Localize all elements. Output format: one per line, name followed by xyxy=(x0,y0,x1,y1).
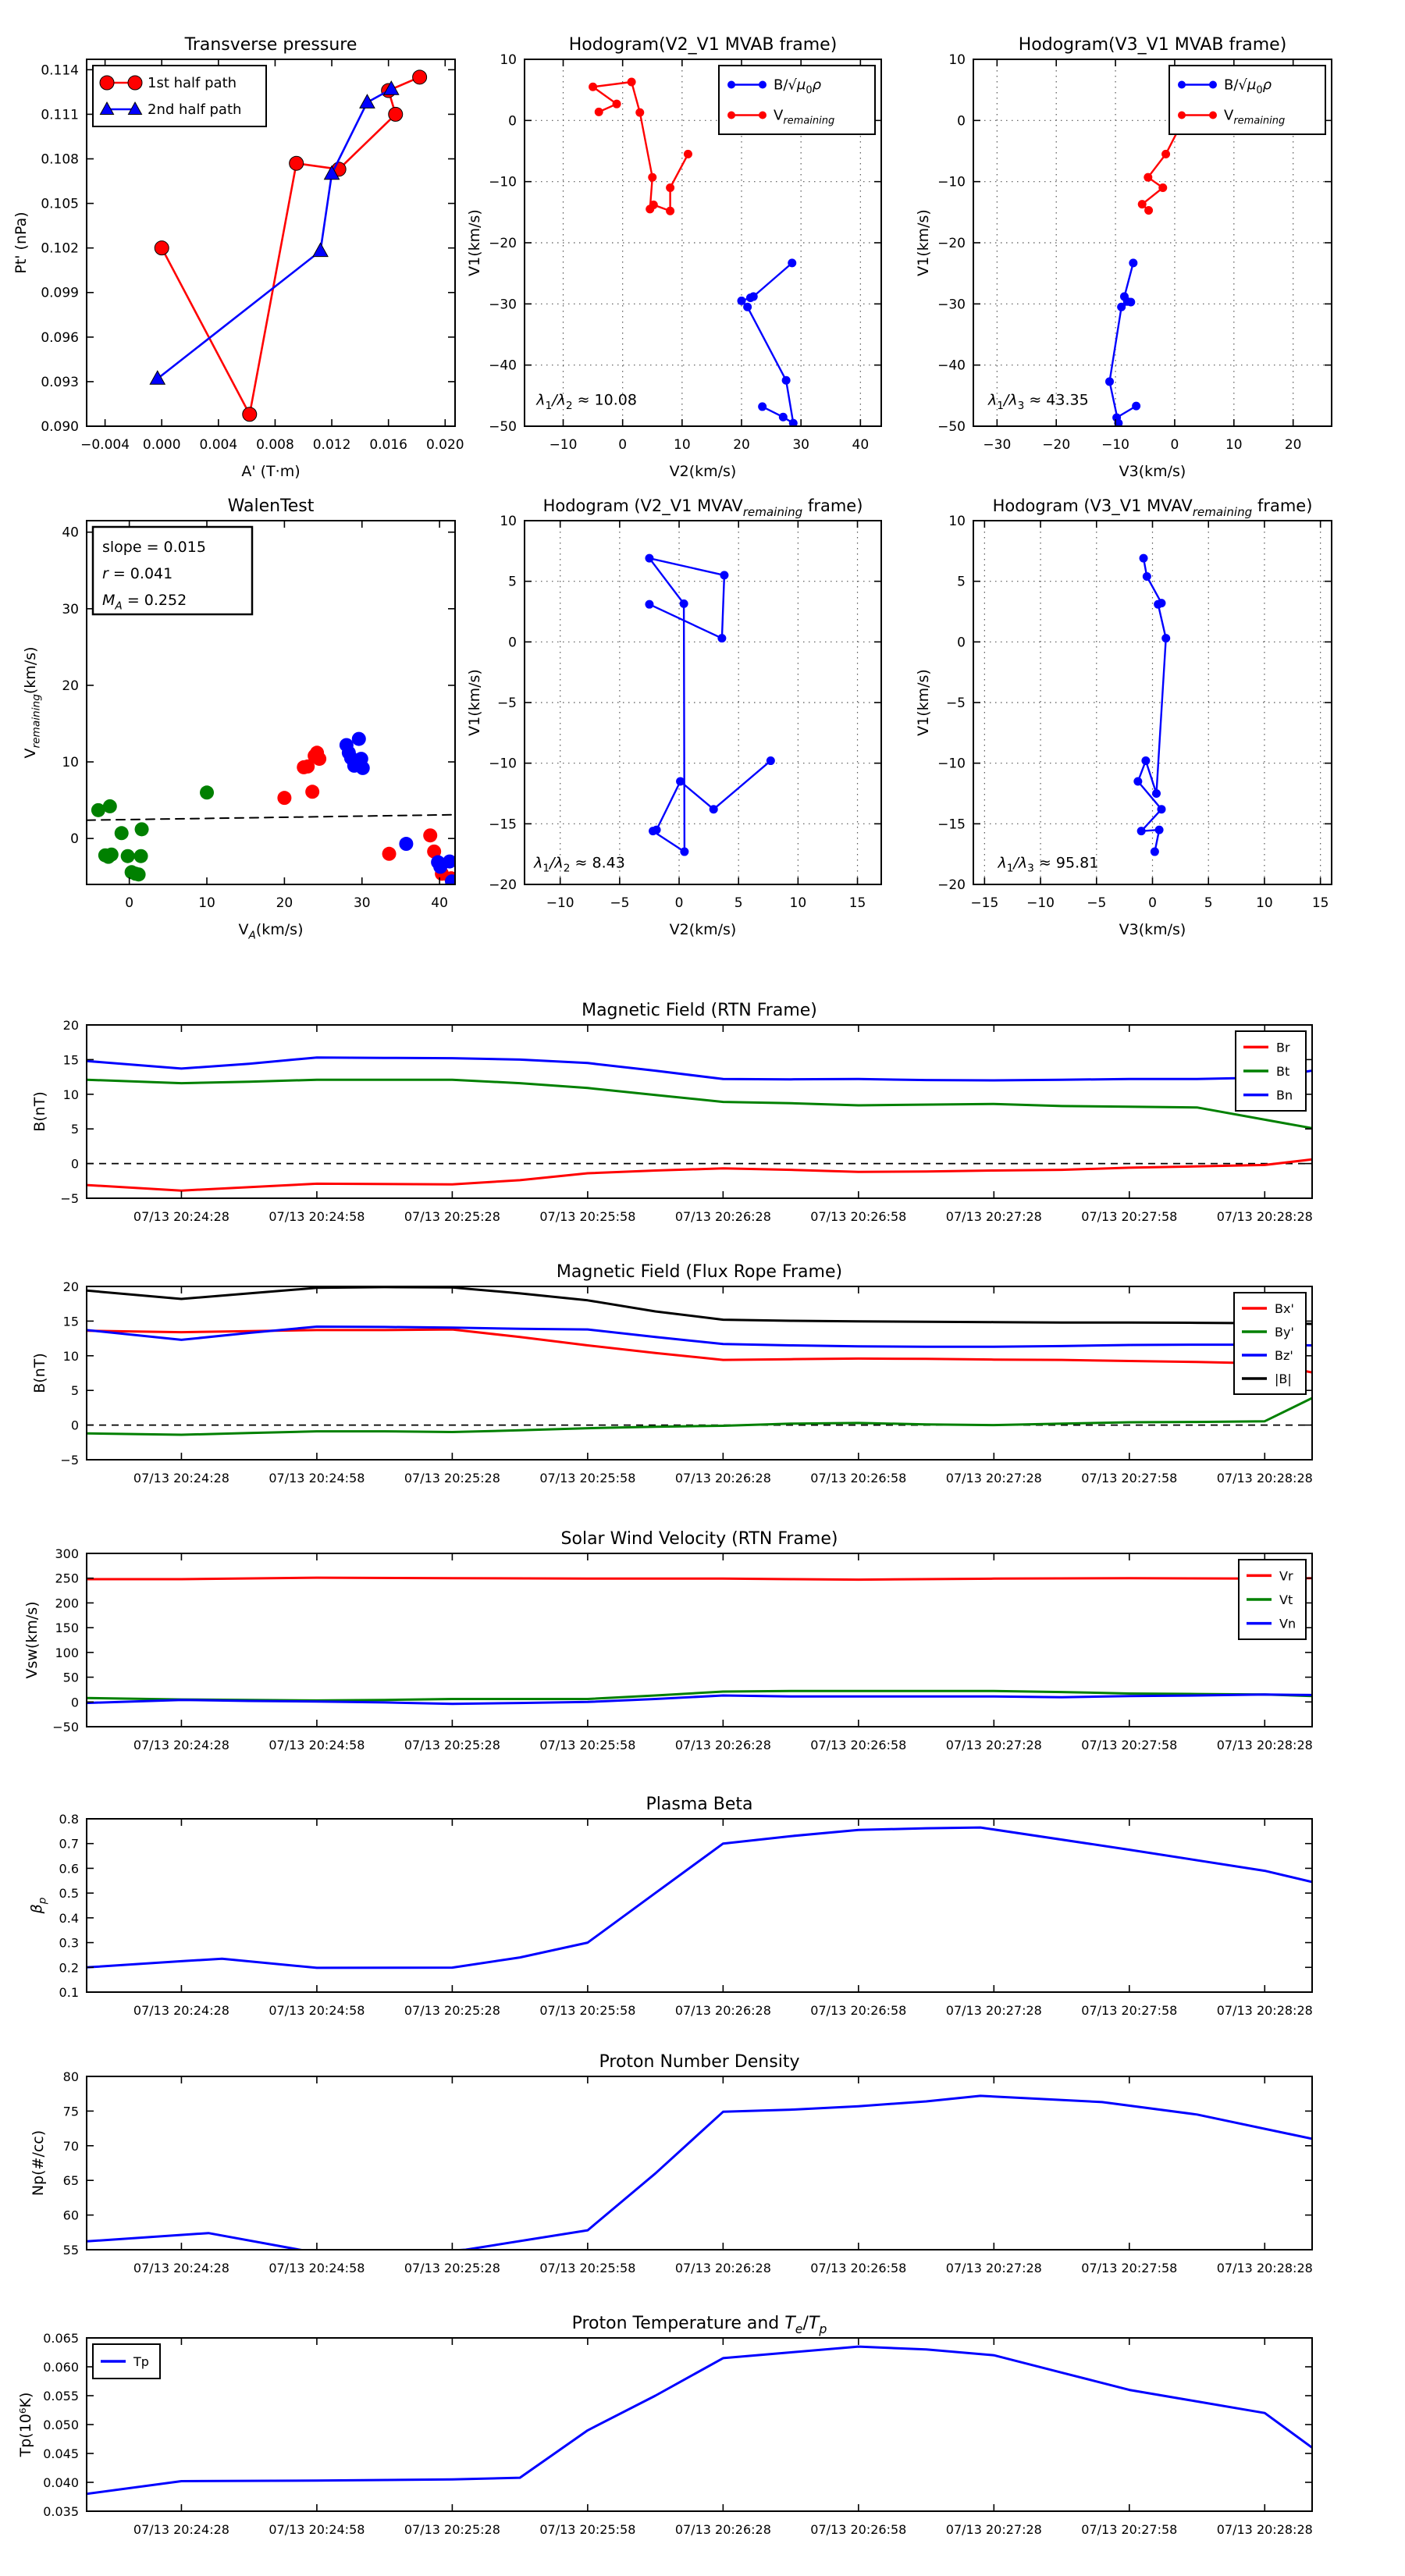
legend xyxy=(1169,66,1325,134)
y-tick-label: 0.7 xyxy=(59,1836,79,1852)
y-tick-label: 100 xyxy=(55,1645,79,1660)
y-tick-label: −40 xyxy=(489,358,517,374)
x-tick-label: 10 xyxy=(1225,437,1243,453)
x-tick-label: 07/13 20:24:58 xyxy=(269,1738,365,1752)
y-axis-label: Np(#/cc) xyxy=(30,2129,47,2197)
x-tick-label: 20 xyxy=(276,895,293,911)
x-tick-label: 07/13 20:27:28 xyxy=(945,2261,1042,2275)
legend-label: Bx' xyxy=(1275,1301,1294,1316)
y-tick-label: −20 xyxy=(937,877,966,893)
legend xyxy=(719,66,875,134)
y-axis-label: V1(km/s) xyxy=(915,209,932,276)
y-tick-label: −50 xyxy=(489,419,517,435)
x-tick-label: 0 xyxy=(1170,437,1179,453)
y-tick-label: 0.114 xyxy=(41,62,79,79)
y-tick-label: 5 xyxy=(70,1122,79,1137)
y-tick-label: 0.105 xyxy=(41,196,79,212)
x-tick-label: 07/13 20:27:28 xyxy=(945,1209,1042,1224)
x-tick-label: 07/13 20:27:28 xyxy=(945,2003,1042,2018)
y-axis-label: V1(km/s) xyxy=(466,669,483,736)
x-tick-label: 07/13 20:24:58 xyxy=(269,1471,365,1485)
x-tick-label: 07/13 20:26:58 xyxy=(810,2003,907,2018)
x-tick-label: −30 xyxy=(983,437,1012,453)
y-tick-label: 20 xyxy=(62,1279,79,1294)
y-tick-label: 75 xyxy=(62,2104,79,2119)
plot-title: Solar Wind Velocity (RTN Frame) xyxy=(560,1529,838,1549)
legend-label: Vt xyxy=(1279,1592,1293,1607)
x-tick-label: 07/13 20:24:28 xyxy=(133,1209,229,1224)
legend-label: |B| xyxy=(1275,1372,1292,1386)
legend-label: 1st half path xyxy=(148,75,237,91)
y-tick-label: −10 xyxy=(489,756,517,772)
x-tick-label: 07/13 20:24:58 xyxy=(269,2522,365,2537)
x-tick-label: 07/13 20:27:58 xyxy=(1081,2003,1178,2018)
y-tick-label: 10 xyxy=(62,755,79,771)
y-tick-label: 0.108 xyxy=(41,151,79,168)
y-tick-label: 0.3 xyxy=(59,1935,79,1951)
plot-magnetic-field-flux-rope xyxy=(31,1262,1313,1485)
y-tick-label: −30 xyxy=(489,297,517,313)
x-tick-label: 07/13 20:26:58 xyxy=(810,1738,907,1752)
y-tick-label: 0 xyxy=(957,113,966,130)
x-tick-label: 0 xyxy=(618,437,628,453)
x-tick-label: 07/13 20:26:58 xyxy=(810,1209,907,1224)
y-tick-label: 0.4 xyxy=(59,1910,79,1926)
plot-hodogram-v2v1-mvav xyxy=(466,496,881,938)
x-tick-label: 10 xyxy=(789,895,807,911)
y-tick-label: 5 xyxy=(70,1383,79,1399)
annotation-text: $\lambda_1/\lambda_3 \approx 43.35$ xyxy=(987,391,1089,412)
x-tick-label: −20 xyxy=(1042,437,1071,453)
x-tick-label: 07/13 20:24:28 xyxy=(133,1738,229,1752)
y-tick-label: 40 xyxy=(62,525,79,541)
x-tick-label: 07/13 20:25:58 xyxy=(539,2522,636,2537)
x-tick-label: 07/13 20:26:28 xyxy=(674,1209,771,1224)
legend-label: Bn xyxy=(1276,1087,1293,1103)
stats-line: slope = 0.015 xyxy=(102,539,206,556)
x-tick-label: 07/13 20:25:28 xyxy=(404,1738,500,1752)
y-tick-label: −15 xyxy=(937,817,966,833)
x-axis-label: V2(km/s) xyxy=(669,463,737,480)
x-tick-label: 07/13 20:25:28 xyxy=(404,2003,500,2018)
x-tick-label: 0.016 xyxy=(369,437,408,453)
stats-line: $M_A = 0.252$ xyxy=(102,592,187,613)
y-tick-label: 0.8 xyxy=(59,1812,79,1827)
x-tick-label: 07/13 20:26:28 xyxy=(674,1738,771,1752)
legend xyxy=(1239,1560,1306,1639)
x-tick-label: 40 xyxy=(431,895,448,911)
x-tick-label: 07/13 20:25:58 xyxy=(539,2003,636,2018)
y-tick-label: 0.060 xyxy=(43,2360,79,2375)
y-tick-label: 0 xyxy=(508,113,517,130)
x-tick-label: 07/13 20:24:28 xyxy=(133,2003,229,2018)
y-tick-label: 250 xyxy=(55,1571,79,1586)
y-tick-label: 0.050 xyxy=(43,2418,79,2432)
y-tick-label: 0.055 xyxy=(43,2389,79,2403)
y-tick-label: 5 xyxy=(508,574,517,590)
legend-label: $V_{remaining}$ xyxy=(1224,107,1286,127)
x-tick-label: 07/13 20:26:28 xyxy=(674,2522,771,2537)
y-tick-label: 65 xyxy=(62,2173,79,2189)
y-tick-label: 50 xyxy=(62,1670,79,1685)
legend-label: $B/√\mu_0\rho$ xyxy=(774,76,822,97)
legend xyxy=(1236,1031,1306,1111)
y-axis-label: $V_{remaining}(km/s)$ xyxy=(22,646,43,759)
plot-title: Plasma Beta xyxy=(646,1795,753,1814)
x-tick-label: 0.000 xyxy=(142,437,181,453)
y-tick-label: −50 xyxy=(937,419,966,435)
y-tick-label: −30 xyxy=(937,297,966,313)
legend-label: Br xyxy=(1276,1040,1290,1055)
y-axis-label: V1(km/s) xyxy=(915,669,932,736)
x-tick-label: 07/13 20:28:28 xyxy=(1216,2522,1313,2537)
legend-label: Tp xyxy=(133,2354,149,2369)
x-tick-label: 07/13 20:28:28 xyxy=(1216,2261,1313,2275)
plot-title: Hodogram(V2_V1 MVAB frame) xyxy=(568,35,838,55)
y-tick-label: 0.111 xyxy=(41,107,79,123)
annotation-text: $\lambda_1/\lambda_2 \approx 8.43$ xyxy=(534,854,625,875)
y-tick-label: 0.040 xyxy=(43,2475,79,2490)
x-tick-label: 15 xyxy=(848,895,866,911)
y-tick-label: 0 xyxy=(70,1418,79,1433)
x-tick-label: 5 xyxy=(1204,895,1213,911)
y-tick-label: −5 xyxy=(60,1453,79,1468)
y-tick-label: −40 xyxy=(937,358,966,374)
x-tick-label: −10 xyxy=(546,895,574,911)
x-tick-label: 07/13 20:28:28 xyxy=(1216,1738,1313,1752)
plot-title: Magnetic Field (RTN Frame) xyxy=(582,1001,817,1020)
y-tick-label: 0.102 xyxy=(41,240,79,257)
plot-title: Hodogram (V2_V1 $MVAV_{remaining}$ frame) xyxy=(542,496,863,519)
x-tick-label: 07/13 20:25:28 xyxy=(404,2522,500,2537)
y-tick-label: 0.096 xyxy=(41,329,79,346)
x-tick-label: 07/13 20:25:58 xyxy=(539,1738,636,1752)
y-tick-label: −20 xyxy=(937,236,966,251)
x-tick-label: 10 xyxy=(1256,895,1273,911)
y-tick-label: −10 xyxy=(937,174,966,190)
plot-walen-test xyxy=(22,496,459,941)
x-tick-label: 20 xyxy=(1284,437,1302,453)
y-tick-label: −10 xyxy=(937,756,966,772)
y-tick-label: 80 xyxy=(62,2069,79,2084)
x-tick-label: 07/13 20:24:58 xyxy=(269,2261,365,2275)
x-tick-label: 07/13 20:27:28 xyxy=(945,1471,1042,1485)
legend-label: By' xyxy=(1275,1325,1294,1340)
y-tick-label: 0.065 xyxy=(43,2331,79,2346)
x-axis-label: V3(km/s) xyxy=(1119,921,1186,938)
x-tick-label: −5 xyxy=(1087,895,1107,911)
y-tick-label: 150 xyxy=(55,1621,79,1636)
x-tick-label: 07/13 20:26:28 xyxy=(674,1471,771,1485)
legend xyxy=(93,66,266,126)
plot-proton-number-density xyxy=(30,2052,1313,2275)
y-tick-label: 0 xyxy=(70,1156,79,1172)
x-tick-label: 0 xyxy=(674,895,684,911)
y-tick-label: 0 xyxy=(70,831,79,848)
y-tick-label: 5 xyxy=(957,574,966,590)
y-tick-label: 60 xyxy=(62,2208,79,2223)
y-tick-label: 10 xyxy=(62,1348,79,1364)
x-tick-label: 07/13 20:27:58 xyxy=(1081,1209,1178,1224)
y-tick-label: 0.2 xyxy=(59,1960,79,1976)
plot-title: Magnetic Field (Flux Rope Frame) xyxy=(556,1262,843,1282)
x-tick-label: 07/13 20:28:28 xyxy=(1216,1471,1313,1485)
y-axis-label: B(nT) xyxy=(31,1353,48,1393)
y-tick-label: 55 xyxy=(62,2243,79,2258)
plot-title: WalenTest xyxy=(227,496,315,516)
plot-magnetic-field-rtn xyxy=(31,1001,1313,1224)
y-tick-label: 10 xyxy=(948,52,966,68)
y-tick-label: 20 xyxy=(62,1018,79,1033)
y-tick-label: 70 xyxy=(62,2138,79,2154)
x-axis-label: A' (T·m) xyxy=(241,463,301,480)
x-tick-label: 10 xyxy=(198,895,215,911)
y-tick-label: −20 xyxy=(489,236,517,251)
x-tick-label: 07/13 20:27:58 xyxy=(1081,2522,1178,2537)
plot-proton-temperature xyxy=(17,2314,1313,2537)
y-tick-label: 30 xyxy=(62,601,79,617)
y-tick-label: 0.1 xyxy=(59,1985,79,2000)
plot-title: Hodogram(V3_V1 MVAB frame) xyxy=(1018,35,1287,55)
x-tick-label: 30 xyxy=(353,895,371,911)
y-tick-label: 0.6 xyxy=(59,1861,79,1877)
y-tick-label: 20 xyxy=(62,678,79,694)
x-tick-label: 07/13 20:24:28 xyxy=(133,2522,229,2537)
x-tick-label: 0.004 xyxy=(199,437,238,453)
y-tick-label: 0.045 xyxy=(43,2446,79,2461)
x-tick-label: 07/13 20:25:58 xyxy=(539,1471,636,1485)
y-tick-label: −5 xyxy=(60,1191,79,1206)
y-axis-label: Vsw(km/s) xyxy=(23,1601,41,1679)
x-tick-label: 07/13 20:26:28 xyxy=(674,2261,771,2275)
x-tick-label: 40 xyxy=(852,437,870,453)
x-tick-label: 07/13 20:25:28 xyxy=(404,1209,500,1224)
x-tick-label: 07/13 20:28:28 xyxy=(1216,1209,1313,1224)
legend-label: Bt xyxy=(1276,1064,1290,1079)
y-axis-label: V1(km/s) xyxy=(466,209,483,276)
y-tick-label: 0.099 xyxy=(41,285,79,301)
plot-title: Proton Number Density xyxy=(599,2052,800,2072)
y-tick-label: 15 xyxy=(62,1052,79,1068)
y-tick-label: −5 xyxy=(496,696,517,711)
x-tick-label: 0 xyxy=(1148,895,1157,911)
plot-title: Proton Temperature and $T_e/T_p$ xyxy=(571,2314,827,2337)
x-tick-label: 07/13 20:27:58 xyxy=(1081,2261,1178,2275)
y-tick-label: 0.035 xyxy=(43,2504,79,2519)
y-tick-label: −20 xyxy=(489,877,517,893)
plot-hodogram-v3v1-mvav xyxy=(915,496,1332,938)
x-tick-label: 5 xyxy=(734,895,743,911)
x-tick-label: 20 xyxy=(733,437,750,453)
annotation-text: $\lambda_1/\lambda_3 \approx 95.81$ xyxy=(998,854,1099,875)
x-tick-label: 07/13 20:26:28 xyxy=(674,2003,771,2018)
x-tick-label: 07/13 20:28:28 xyxy=(1216,2003,1313,2018)
x-tick-label: 15 xyxy=(1311,895,1329,911)
y-tick-label: 0.093 xyxy=(41,374,79,390)
x-tick-label: 10 xyxy=(674,437,691,453)
y-tick-label: −50 xyxy=(52,1720,79,1735)
plot-plasma-beta xyxy=(28,1795,1313,2018)
y-tick-label: 10 xyxy=(500,514,517,529)
x-tick-label: 30 xyxy=(792,437,809,453)
legend xyxy=(1234,1293,1306,1394)
x-tick-label: 07/13 20:27:28 xyxy=(945,2522,1042,2537)
y-tick-label: 300 xyxy=(55,1546,79,1561)
x-tick-label: 07/13 20:25:58 xyxy=(539,2261,636,2275)
legend-label: $V_{remaining}$ xyxy=(774,107,835,127)
y-tick-label: 0 xyxy=(70,1695,79,1710)
y-tick-label: 200 xyxy=(55,1596,79,1611)
x-tick-label: 07/13 20:25:58 xyxy=(539,1209,636,1224)
plot-hodogram-v2v1-mvab xyxy=(466,35,881,480)
y-axis-label: Pt' (nPa) xyxy=(12,212,30,274)
legend-label: $B/√\mu_0\rho$ xyxy=(1224,76,1272,97)
x-tick-label: −10 xyxy=(1101,437,1130,453)
plot-title: Hodogram (V3_V1 $MVAV_{remaining}$ frame) xyxy=(992,496,1313,519)
x-tick-label: 07/13 20:26:58 xyxy=(810,2261,907,2275)
x-tick-label: −10 xyxy=(549,437,578,453)
x-tick-label: 07/13 20:26:58 xyxy=(810,1471,907,1485)
y-tick-label: 10 xyxy=(62,1087,79,1102)
x-axis-label: V2(km/s) xyxy=(669,921,737,938)
legend-label: Vr xyxy=(1279,1568,1293,1584)
x-axis-label: V3(km/s) xyxy=(1119,463,1186,480)
y-tick-label: −5 xyxy=(945,696,966,711)
x-tick-label: 0.012 xyxy=(312,437,351,453)
y-tick-label: −15 xyxy=(489,817,517,833)
y-axis-label: $\beta_p$ xyxy=(28,1897,49,1914)
plot-hodogram-v3v1-mvab xyxy=(915,35,1332,480)
y-tick-label: 0.090 xyxy=(41,419,79,435)
legend-label: Vn xyxy=(1279,1616,1297,1631)
y-axis-label: Tp(10⁶K) xyxy=(17,2392,34,2457)
x-tick-label: 07/13 20:24:58 xyxy=(269,1209,365,1224)
x-tick-label: 07/13 20:24:28 xyxy=(133,1471,229,1485)
x-tick-label: 0.020 xyxy=(425,437,464,453)
stats-box xyxy=(93,527,252,614)
annotation-text: $\lambda_1/\lambda_2 \approx 10.08$ xyxy=(536,391,637,412)
y-tick-label: 10 xyxy=(500,52,517,68)
x-tick-label: −5 xyxy=(610,895,630,911)
plot-title: Transverse pressure xyxy=(184,35,357,55)
plot-solar-wind-velocity xyxy=(23,1529,1313,1752)
x-axis-label: $V_A(km/s)$ xyxy=(238,921,304,942)
y-tick-label: 0 xyxy=(508,635,517,651)
x-tick-label: 0.008 xyxy=(256,437,294,453)
y-tick-label: 10 xyxy=(948,514,966,529)
x-tick-label: 07/13 20:27:58 xyxy=(1081,1738,1178,1752)
x-tick-label: −15 xyxy=(970,895,999,911)
x-tick-label: 0 xyxy=(125,895,134,911)
plot-transverse-pressure xyxy=(12,35,464,480)
x-tick-label: 07/13 20:24:28 xyxy=(133,2261,229,2275)
x-tick-label: 07/13 20:27:58 xyxy=(1081,1471,1178,1485)
y-tick-label: −10 xyxy=(489,174,517,190)
legend-label: Bz' xyxy=(1275,1348,1293,1363)
legend xyxy=(93,2344,160,2379)
x-tick-label: 07/13 20:24:58 xyxy=(269,2003,365,2018)
x-tick-label: 07/13 20:25:28 xyxy=(404,2261,500,2275)
y-tick-label: 15 xyxy=(62,1314,79,1329)
x-tick-label: 07/13 20:25:28 xyxy=(404,1471,500,1485)
y-tick-label: 0.5 xyxy=(59,1886,79,1902)
y-tick-label: 0 xyxy=(957,635,966,651)
x-tick-label: 07/13 20:27:28 xyxy=(945,1738,1042,1752)
x-tick-label: −10 xyxy=(1026,895,1055,911)
legend-label: 2nd half path xyxy=(148,101,242,118)
y-axis-label: B(nT) xyxy=(31,1091,48,1132)
x-tick-label: −0.004 xyxy=(80,437,130,453)
stats-line: r = 0.041 xyxy=(102,565,173,582)
x-tick-label: 07/13 20:26:58 xyxy=(810,2522,907,2537)
